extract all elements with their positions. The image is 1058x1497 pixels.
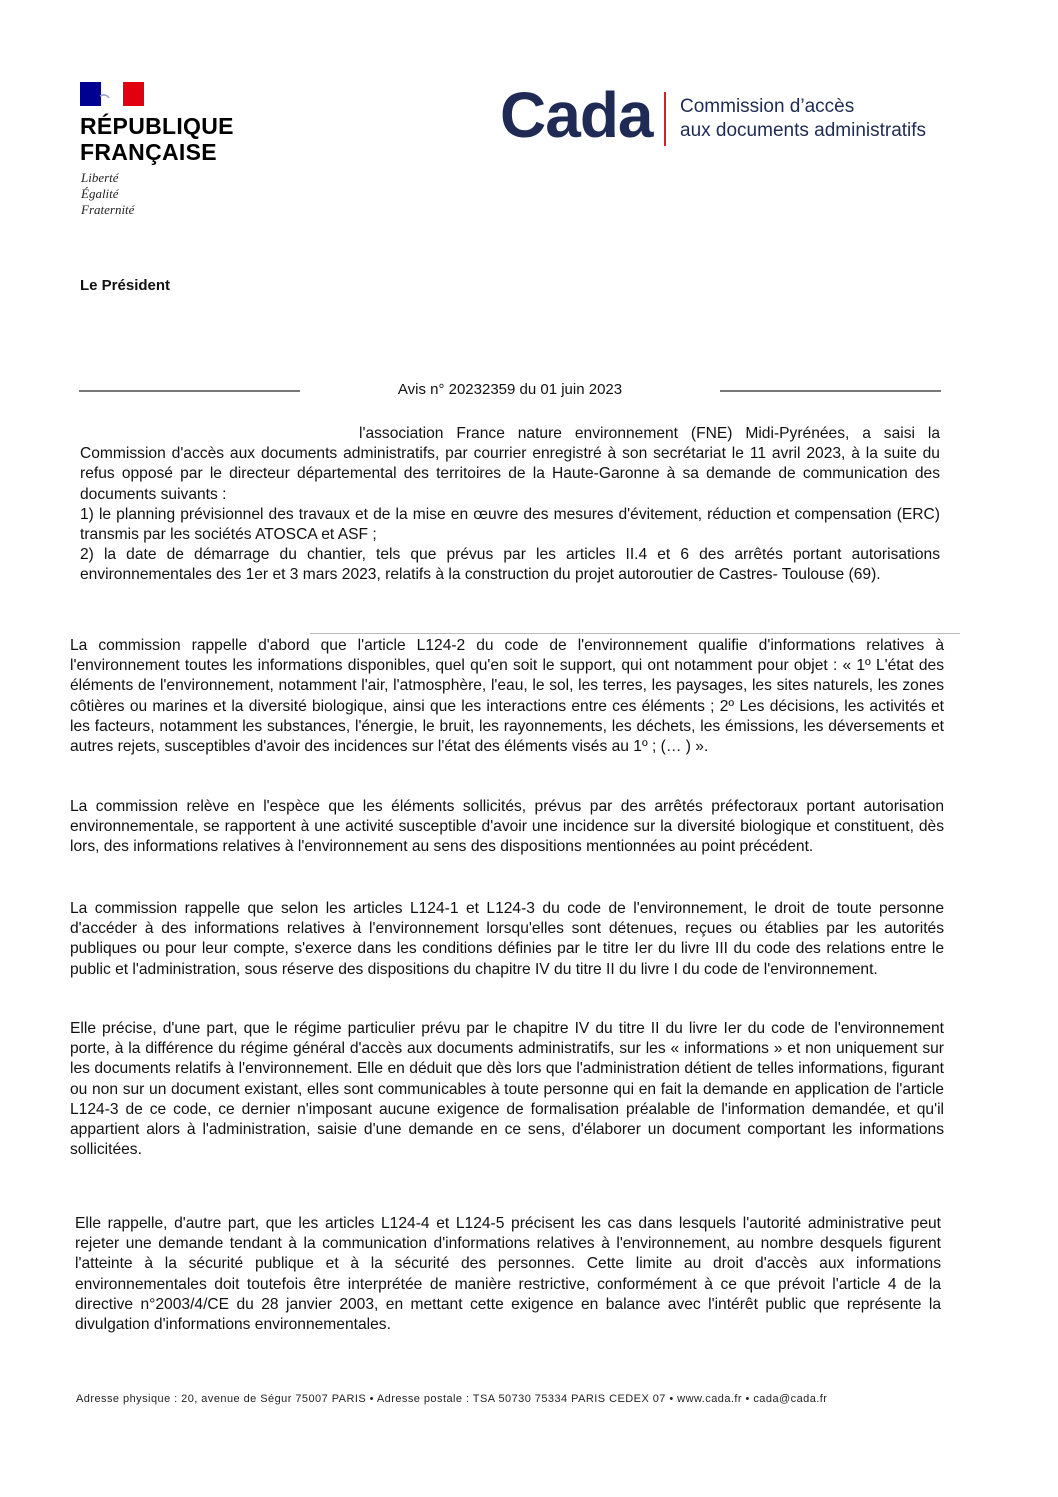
title-rule-left [79, 390, 300, 392]
signatory: Le Président [80, 277, 171, 294]
avis-title: Avis n° 20232359 du 01 juin 2023 [397, 381, 623, 398]
cada-logo-separator [664, 92, 666, 146]
rf-line-2: FRANÇAISE [80, 139, 217, 165]
cada-name-line-1: Commission d’accès [680, 96, 855, 117]
republique-francaise-name [80, 113, 234, 165]
footer-address: Adresse physique : 20, avenue de Ségur 75007 PARIS • Adresse postale : TSA 50730 75334 PARIS CEDEX 07 • www.cada.fr • cada@cada.fr [76, 1393, 828, 1405]
motto-egalite: Égalité [81, 186, 119, 201]
motto-fraternite: Fraternité [81, 202, 135, 217]
body-paragraph-4: Elle précise, d'une part, que le régime particulier prévu par le chapitre IV du titre II du livre Ier du code de l'environnement porte, à la différence du régime général d'accès aux documents administratifs, sur les « informations » et non uniquement sur les documents relatifs à l'environnement. Elle en déduit que dès lors que l'administration détient de telles informations, figurant ou non sur un document existant, elles sont communicables à toute personne qui en fait la demande en application de l'article L124-3 de ce code, ce dernier n'imposant aucune exigence de formalisation préalable de l'information demandée, et qu'il appartient alors à l'administration, saisie d'une demande en ce sens, d'élaborer un document comportant les informations sollicitées. [70, 1020, 944, 1159]
body-paragraph-2: La commission relève en l'espèce que les éléments sollicités, prévus par des arrêtés préfectoraux portant autorisation environnementale, se rapportent à une activité susceptible d'avoir une incidence sur la diversité biologique et constituent, dès lors, des informations relatives à l'environnement au sens des dispositions mentionnées au point précédent. [70, 798, 944, 856]
requested-item-1: 1) le planning prévisionnel des travaux et de la mise en œuvre des mesures d'évitement, réduction et compensation (ERC) transmis par les sociétés ATOSCA et ASF ; [80, 505, 940, 544]
body-paragraph-5: Elle rappelle, d'autre part, que les articles L124-4 et L124-5 précisent les cas dans lesquels l'autorité administrative peut rejeter une demande tendant à la communication d'informations relatives à l'environnement, au nombre desquels figurent l'atteinte à la sécurité publique et à la sécurité des personnes. Cette limite au droit d'accès aux informations environnementales doit toutefois être interprétée de manière restrictive, conformément à ce que prévoit l'article 4 de la directive n°2003/4/CE du 28 janvier 2003, en mettant cette exigence en balance avec l'intérêt public que représente la divulgation d'informations environnementales. [75, 1215, 941, 1334]
intro-block [80, 424, 940, 586]
cada-logo: Cada [500, 79, 653, 151]
body-paragraph-3: La commission rappelle que selon les articles L124-1 et L124-3 du code de l'environnement, le droit de toute personne d'accéder à des informations relatives à l'environnement lorsqu'elles sont détenues, reçues ou établies par les autorités publiques ou pour leur compte, s'exerce dans les conditions définies par le titre Ier du livre III du code des relations entre le public et l'administration, sous réserve des dispositions du chapitre IV du titre II du livre I du code de l'environnement. [70, 900, 944, 978]
intro-paragraph: l'association France nature environnement (FNE) Midi-Pyrénées, a saisi la Commission d'accès aux documents administratifs, par courrier enregistré à son secrétariat le 11 avril 2023, à la suite du refus opposé par le directeur départemental des territoires de la Haute-Garonne à sa demande de communication des documents suivants : [80, 425, 940, 503]
section-divider [310, 633, 960, 634]
marianne-profile-icon [98, 82, 128, 106]
devise [81, 170, 134, 218]
body-paragraph-1: La commission rappelle d'abord que l'article L124-2 du code de l'environnement qualifie d'informations relatives à l'environnement toutes les informations disponibles, quel qu'en soit le support, qui ont notamment pour objet : « 1º L'état des éléments de l'environnement, notamment l'air, l'atmosphère, l'eau, le sol, les terres, les paysages, les sites naturels, les zones côtières ou marines et la diversité biologique, ainsi que les interactions entre ces éléments ; 2º Les décisions, les activités et les facteurs, notamment les substances, l'énergie, le bruit, les rayonnements, les déchets, les émissions, les déversements et autres rejets, susceptibles d'avoir des incidences sur l'état des éléments visés au 1º ; (… ) ». [70, 637, 944, 756]
rf-line-1: RÉPUBLIQUE [80, 113, 234, 139]
republique-francaise-logo [80, 82, 144, 106]
motto-liberte: Liberté [81, 170, 119, 185]
requested-item-2: 2) la date de démarrage du chantier, tels que prévus par les articles II.4 et 6 des arrêtés portant autorisations environnementales des 1er et 3 mars 2023, relatifs à la construction du projet autoroutier de Castres- Toulouse (69). [80, 546, 940, 584]
cada-name-line-2: aux documents administratifs [680, 120, 927, 141]
cada-full-name [680, 95, 926, 143]
title-rule-right [720, 390, 941, 392]
